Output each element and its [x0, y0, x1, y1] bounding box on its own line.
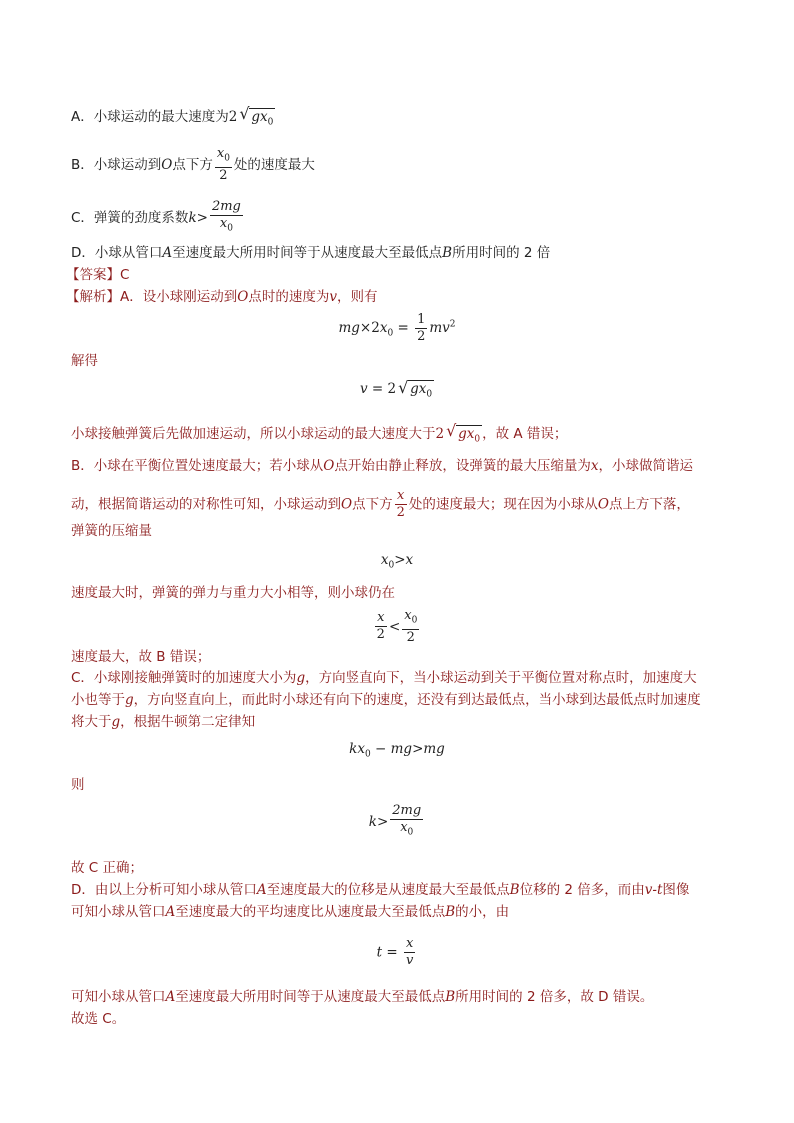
point-o: O — [597, 496, 609, 513]
term: x — [405, 552, 414, 568]
analysis-line-2 — [71, 421, 568, 450]
text: 点开始由静止释放，设弹簧的最大压缩量为 — [334, 458, 591, 474]
term: x — [379, 320, 388, 336]
point-o: O — [323, 458, 335, 474]
numerator: x — [404, 936, 415, 953]
radicand: gx — [251, 109, 268, 125]
point-a: A — [165, 989, 176, 1005]
point-b: B — [442, 245, 453, 261]
subscript: 0 — [388, 560, 395, 571]
analysis-line-12 — [71, 880, 689, 900]
text: 点上方下落， — [608, 496, 690, 513]
text: ，根据牛顿第二定律知 — [120, 714, 256, 730]
gt-sign: > — [196, 209, 208, 226]
fraction — [210, 199, 243, 237]
text: 图像 — [662, 882, 690, 898]
text: 位移的 2 倍多，而由 — [519, 882, 645, 898]
text: 至速度最大所用时间等于从速度最大至最低点 — [175, 989, 446, 1005]
gt-sign: > — [376, 813, 389, 830]
subscript: 0 — [407, 827, 414, 838]
subscript: 0 — [267, 117, 274, 128]
text: 至速度最大的位移是从速度最大至最低点 — [266, 882, 510, 898]
text: 点时的速度为 — [248, 289, 330, 305]
text: 可知小球从管口 — [71, 904, 166, 920]
gt-sign: > — [394, 552, 406, 568]
term: k — [368, 813, 377, 830]
numerator: 2mg — [392, 803, 422, 818]
operator: − — [370, 741, 391, 757]
symbol-g: g — [125, 692, 134, 708]
numerator: 2mg — [211, 199, 241, 214]
symbol-v: v — [329, 289, 337, 305]
option-a — [71, 104, 275, 133]
point-o: O — [341, 496, 353, 513]
equals: = — [382, 944, 402, 961]
numerator: x — [404, 608, 412, 623]
text: ，故 A 错误； — [482, 426, 568, 442]
option-d-text-3: 所用时间的 2 倍 — [452, 245, 551, 261]
text: 速度最大时，弹簧的弹力与重力大小相等，则小球仍在 — [71, 585, 395, 601]
symbol-g: g — [296, 670, 306, 686]
text: ，方向竖直向上，而此时小球还有向下的速度，还没有到达最低点，当小球到达最低点时加速度 — [133, 692, 701, 708]
numerator: x — [375, 610, 387, 627]
analysis-line-10 — [71, 712, 255, 732]
analysis-line-6 — [71, 583, 395, 603]
text: 小也等于 — [71, 692, 125, 708]
symbol-k: k — [188, 209, 197, 226]
denominator: 2 — [417, 329, 426, 344]
analysis-line-3 — [71, 456, 693, 476]
point-a: A — [256, 882, 267, 898]
text: 可知小球从管口 — [71, 989, 166, 1005]
text: B．小球在平衡位置处速度最大；若小球从 — [71, 458, 324, 474]
radicand: gx — [458, 426, 475, 442]
fraction — [404, 936, 415, 969]
analysis-line-8 — [71, 668, 697, 688]
option-b-mid: 点下方 — [172, 156, 213, 173]
option-b-post: 处的速度最大 — [233, 156, 315, 173]
fraction — [395, 488, 407, 521]
text: ，则有 — [336, 289, 378, 305]
text: 的小，由 — [455, 904, 510, 920]
equation-time — [0, 936, 794, 969]
then-label — [71, 775, 85, 795]
point-a: A — [165, 904, 176, 920]
sqrt-expr: √ $gx_0$ — [398, 378, 433, 400]
fraction — [215, 146, 232, 184]
fraction — [375, 610, 387, 643]
option-c — [71, 199, 245, 237]
point-a: A — [162, 245, 173, 261]
term: kx — [349, 741, 365, 757]
analysis-line-9 — [71, 690, 701, 710]
symbol-g: g — [111, 714, 121, 730]
term: x — [380, 552, 389, 568]
operator: = 2 — [367, 381, 397, 397]
solve-label — [71, 351, 98, 371]
subscript: 0 — [224, 153, 230, 164]
term: v — [359, 381, 368, 397]
equation-k — [0, 803, 794, 841]
text: 故选 C。 — [71, 1011, 126, 1027]
text: 故 C 正确； — [71, 860, 144, 876]
text: 点下方 — [352, 496, 393, 513]
fraction — [415, 312, 427, 345]
subscript: 0 — [426, 389, 433, 400]
text: A．设小球刚运动到 — [120, 289, 238, 305]
subscript: 0 — [474, 434, 481, 445]
lt-sign: < — [388, 618, 401, 635]
equation-compression — [0, 552, 794, 571]
analysis-line-15 — [71, 1009, 125, 1029]
denominator — [210, 216, 243, 237]
subscript: 0 — [411, 615, 418, 626]
point-b: B — [509, 882, 520, 898]
text: ，方向竖直向下，当小球运动到关于平衡位置对称点时，加速度大 — [305, 670, 697, 686]
text: 将大于 — [71, 714, 112, 730]
analysis-line-7 — [71, 647, 210, 667]
sqrt-expr: √ $gx_0$ — [239, 104, 274, 128]
answer-label: 【答案】C — [66, 267, 130, 283]
fraction — [402, 608, 419, 646]
text: 处的速度最大；现在因为小球从 — [408, 496, 598, 513]
gt-sign: > — [412, 741, 424, 757]
analysis-label: 【解析】 — [66, 289, 120, 305]
point-b: B — [445, 904, 456, 920]
text: 弹簧的压缩量 — [71, 523, 152, 539]
denominator: 2 — [219, 167, 228, 183]
denominator: 2 — [406, 629, 415, 645]
numerator: x — [395, 488, 407, 505]
denominator: v — [405, 953, 414, 968]
coef: 2 — [435, 426, 445, 442]
fraction — [390, 803, 423, 841]
analysis-line-4 — [71, 488, 690, 521]
sqrt-expr: √ $gx_0$ — [446, 421, 481, 445]
equation-v — [0, 378, 794, 400]
text: 动，根据简谐运动的对称性可知，小球运动到 — [71, 496, 341, 513]
analysis-line-11 — [71, 858, 143, 878]
term: mg — [423, 741, 445, 757]
option-d-text-2: 至速度最大所用时间等于从速度最大至最低点 — [172, 245, 443, 261]
denominator: 2 — [396, 505, 405, 520]
subscript: 0 — [387, 328, 394, 339]
text: 则 — [71, 777, 85, 793]
symbol-x: x — [590, 458, 599, 474]
operator: ×2 — [359, 320, 380, 336]
text: 解得 — [71, 353, 98, 369]
term: mv — [429, 320, 450, 336]
answer-line — [66, 265, 129, 285]
text: C．小球刚接触弹簧时的加速度大小为 — [71, 670, 297, 686]
option-b — [71, 146, 315, 184]
text: 至速度最大的平均速度比从速度最大至最低点 — [175, 904, 446, 920]
term: mg — [338, 320, 360, 336]
text: 小球接触弹簧后先做加速运动，所以小球运动的最大速度大于 — [71, 426, 436, 442]
analysis-line-14 — [71, 987, 653, 1007]
option-d-text: D．小球从管口 — [71, 245, 163, 261]
subscript: 0 — [364, 749, 371, 760]
term: t — [376, 944, 383, 961]
denominator — [390, 820, 423, 841]
option-d — [71, 243, 550, 263]
point-o: O — [161, 156, 173, 173]
superscript: 2 — [449, 319, 456, 330]
radicand: gx — [410, 381, 427, 397]
equation-position — [0, 608, 794, 646]
point-o: O — [237, 289, 249, 305]
analysis-line-5 — [71, 521, 152, 541]
option-b-text: B．小球运动到 — [71, 156, 162, 173]
text: 速度最大，故 B 错误； — [71, 649, 211, 665]
denominator-var: x — [400, 820, 408, 835]
numerator: 1 — [417, 312, 426, 327]
option-a-text: A．小球运动的最大速度为 — [71, 109, 229, 125]
denominator: 2 — [376, 627, 385, 643]
equals: = — [393, 320, 414, 336]
analysis-line-1 — [66, 287, 377, 307]
vt-label: v-t — [644, 882, 663, 898]
equation-energy — [0, 312, 794, 345]
denominator-var: x — [219, 216, 228, 231]
equation-newton — [0, 741, 794, 760]
option-c-text: C．弹簧的劲度系数 — [71, 209, 189, 226]
text: D．由以上分析可知小球从管口 — [71, 882, 257, 898]
term: mg — [390, 741, 413, 757]
point-b: B — [445, 989, 456, 1005]
option-a-coef: 2 — [228, 109, 238, 125]
numerator: x — [216, 146, 225, 161]
text: 所用时间的 2 倍多，故 D 错误。 — [455, 989, 654, 1005]
text: ，小球做简谐运 — [598, 458, 693, 474]
subscript: 0 — [227, 223, 233, 234]
analysis-line-13 — [71, 902, 509, 922]
